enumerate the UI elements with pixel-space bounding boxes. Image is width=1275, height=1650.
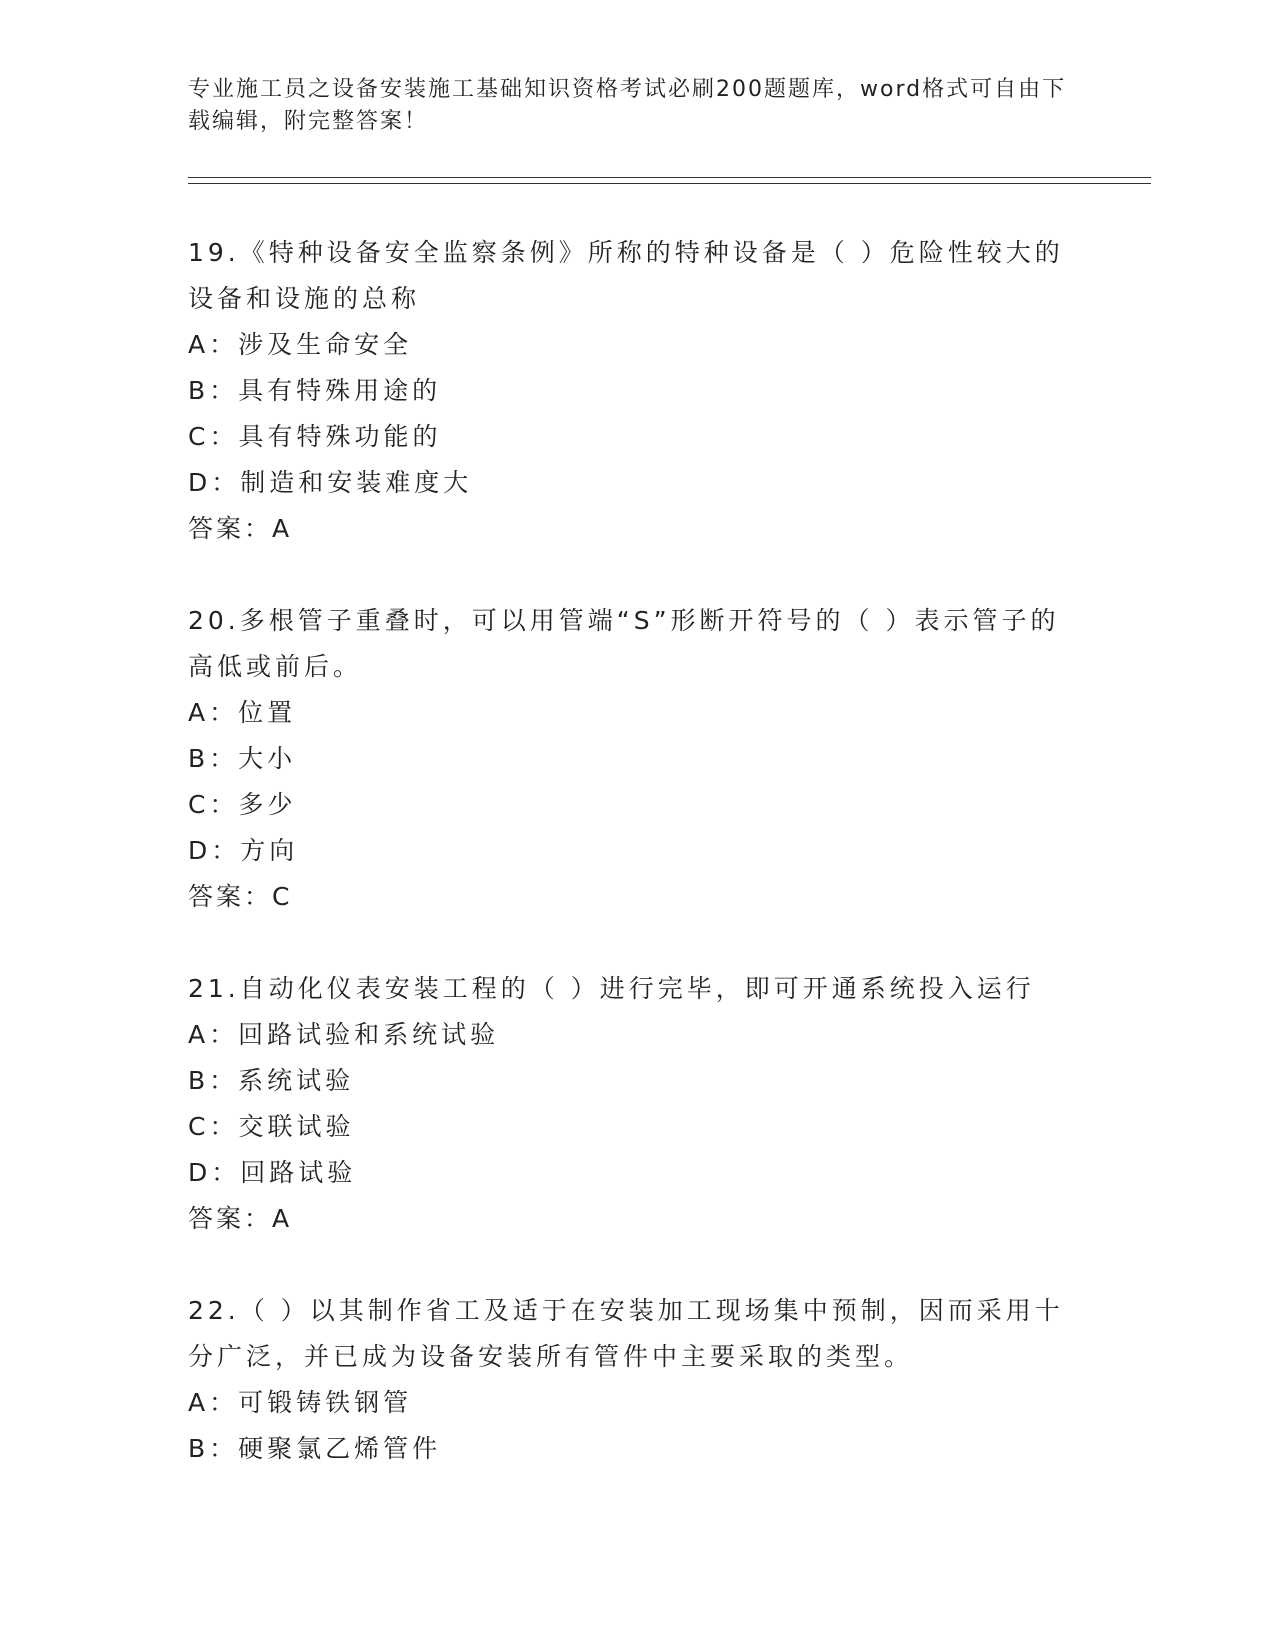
answer-line: 答案：C (188, 882, 293, 911)
option-a: A：可锻铸铁钢管 (188, 1388, 413, 1417)
page-header-title: 专业施工员之设备安装施工基础知识资格考试必刷200题题库，word格式可自由下载编辑，附完整答案！ (188, 77, 1067, 134)
question-list (188, 230, 1088, 1518)
option-d: D：制造和安装难度大 (188, 468, 473, 497)
header-divider-bottom (188, 183, 1151, 184)
header-divider-top (188, 177, 1151, 178)
option-c: C：多少 (188, 790, 297, 819)
question-stem: 19.《特种设备安全监察条例》所称的特种设备是（ ）危险性较大的设备和设施的总称 (188, 238, 1064, 313)
option-d: D：回路试验 (188, 1158, 357, 1187)
question-stem: 22.（ ）以其制作省工及适于在安装加工现场集中预制，因而采用十分广泛，并已成为设备安装所有管件中主要采取的类型。 (188, 1296, 1064, 1371)
option-d: D：方向 (188, 836, 299, 865)
option-a: A：回路试验和系统试验 (188, 1020, 500, 1049)
answer-line: 答案：A (188, 514, 293, 543)
option-b: B：具有特殊用途的 (188, 376, 442, 405)
option-b: B：系统试验 (188, 1066, 355, 1095)
question-stem: 21.自动化仪表安装工程的（ ）进行完毕，即可开通系统投入运行 (188, 974, 1035, 1003)
question-19 (188, 230, 1088, 552)
question-stem: 20.多根管子重叠时，可以用管端“S”形断开符号的（ ）表示管子的高低或前后。 (188, 606, 1060, 681)
question-20 (188, 598, 1088, 920)
option-b: B：硬聚氯乙烯管件 (188, 1434, 442, 1463)
answer-line: 答案：A (188, 1204, 293, 1233)
option-a: A：涉及生命安全 (188, 330, 413, 359)
question-22 (188, 1288, 1088, 1472)
question-21 (188, 966, 1088, 1242)
option-c: C：具有特殊功能的 (188, 422, 442, 451)
option-c: C：交联试验 (188, 1112, 355, 1141)
option-a: A：位置 (188, 698, 297, 727)
option-b: B：大小 (188, 744, 297, 773)
